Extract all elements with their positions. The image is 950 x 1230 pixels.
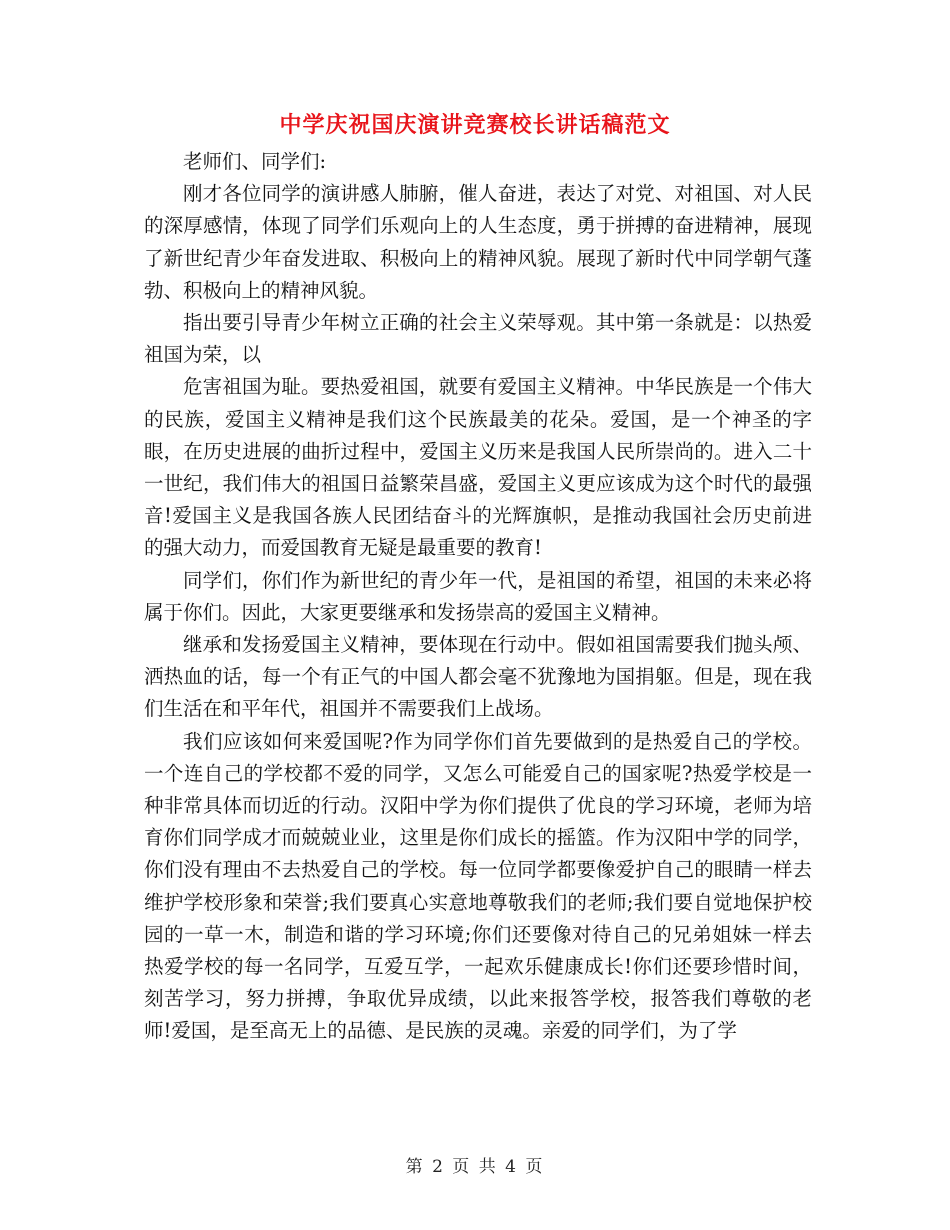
document-title: 中学庆祝国庆演讲竞赛校长讲话稿范文 [279, 112, 671, 138]
paragraph-1: 刚才各位同学的演讲感人肺腑，催人奋进，表达了对党、对祖国、对人民的深厚感情，体现了同学们乐观向上的人生态度，勇于拼搏的奋进精神，展现了新世纪青少年奋发进取、积极向上的精神风貌。展现了新时代中同学朝气蓬勃、积极向上的精神风貌。 [144, 182, 812, 302]
paragraph-2: 指出要引导青少年树立正确的社会主义荣辱观。其中第一条就是：以热爱祖国为荣，以 [144, 311, 812, 367]
document-body [144, 146, 812, 1048]
paragraph-greeting: 老师们、同学们: [183, 150, 327, 173]
paragraph-5: 继承和发扬爱国主义精神，要体现在行动中。假如祖国需要我们抛头颅、洒热血的话，每一个有正气的中国人都会毫不犹豫地为国捐躯。但是，现在我们生活在和平年代，祖国并不需要我们上战场。 [144, 633, 812, 721]
page-number-footer: 第 2 页 共 4 页 [405, 1157, 545, 1177]
paragraph-6: 我们应该如何来爱国呢?作为同学你们首先要做到的是热爱自己的学校。一个连自己的学校都不爱的同学，又怎么可能爱自己的国家呢?热爱学校是一种非常具体而切近的行动。汉阳中学为你们提供了优良的学习环境，老师为培育你们同学成才而兢兢业业，这里是你们成长的摇篮。作为汉阳中学的同学，你们没有理由不去热爱自己的学校。每一位同学都要像爱护自己的眼睛一样去维护学校形象和荣誉;我们要真心实意地尊敬我们的老师;我们要自觉地保护校园的一草一木，制造和谐的学习环境;你们还要像对待自己的兄弟姐妹一样去热爱学校的每一名同学，互爱互学，一起欢乐健康成长!你们还要珍惜时间，刻苦学习，努力拼搏，争取优异成绩，以此来报答学校，报答我们尊敬的老师!爱国，是至高无上的品德、是民族的灵魂。亲爱的同学们，为了学 [144, 729, 812, 1043]
paragraph-3: 危害祖国为耻。要热爱祖国，就要有爱国主义精神。中华民族是一个伟大的民族，爱国主义精神是我们这个民族最美的花朵。爱国，是一个神圣的字眼，在历史进展的曲折过程中，爱国主义历来是我国人民所崇尚的。进入二十一世纪，我们伟大的祖国日益繁荣昌盛，爱国主义更应该成为这个时代的最强音!爱国主义是我国各族人民团结奋斗的光辉旗帜，是推动我国社会历史前进的强大动力，而爱国教育无疑是最重要的教育! [144, 375, 812, 560]
paragraph-4: 同学们，你们作为新世纪的青少年一代，是祖国的希望，祖国的未来必将属于你们。因此，大家更要继承和发扬崇高的爱国主义精神。 [144, 568, 812, 624]
